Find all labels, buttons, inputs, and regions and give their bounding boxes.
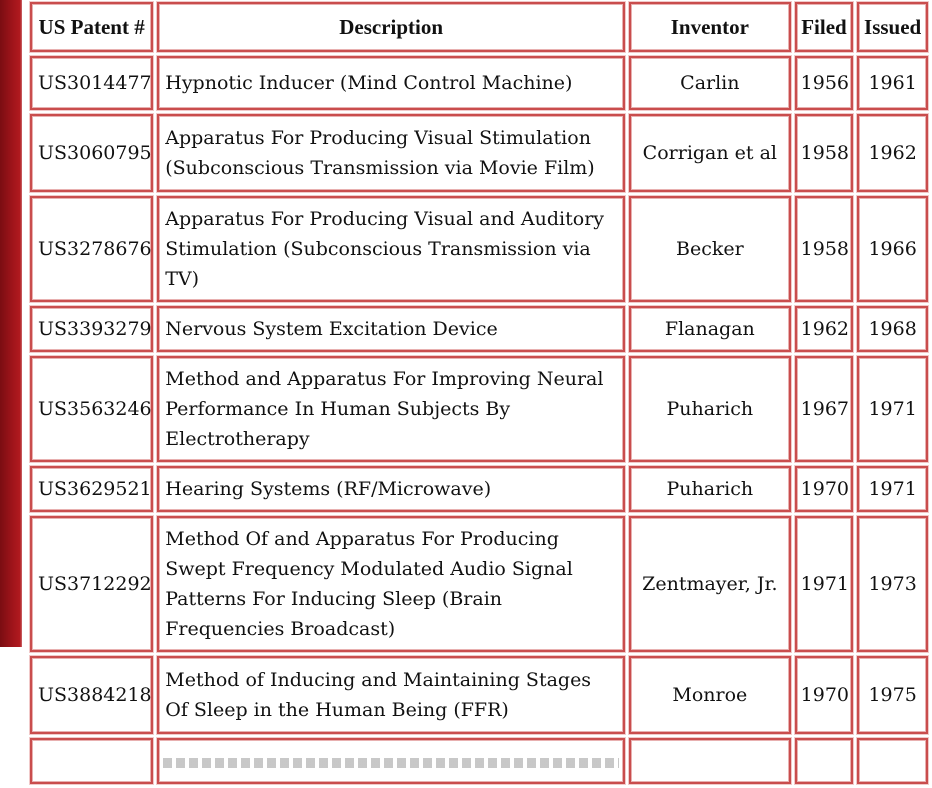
header-patent: US Patent #: [30, 2, 153, 52]
patent-description: Hypnotic Inducer (Mind Control Machine): [157, 56, 625, 110]
partial-cell: [629, 738, 791, 784]
left-border-strip: [0, 0, 22, 647]
patent-issued: 1971: [857, 466, 928, 512]
patent-inventor: Monroe: [629, 656, 791, 734]
patent-number: US3393279: [30, 306, 153, 352]
partial-cell: [30, 738, 153, 784]
patent-issued: 1961: [857, 56, 928, 110]
patent-number: US3884218: [30, 656, 153, 734]
patent-filed: 1956: [795, 56, 854, 110]
table-row: [30, 306, 928, 352]
patent-inventor: Puharich: [629, 356, 791, 462]
patent-table-container: [26, 0, 932, 788]
header-description: Description: [157, 2, 625, 52]
header-filed: Filed: [795, 2, 854, 52]
patent-issued: 1962: [857, 114, 928, 192]
table-row: [30, 516, 928, 652]
cut-off-text: [163, 758, 619, 768]
patent-filed: 1962: [795, 306, 854, 352]
patent-filed: 1971: [795, 516, 854, 652]
patent-inventor: Zentmayer, Jr.: [629, 516, 791, 652]
patent-table: [26, 0, 932, 788]
patent-inventor: Flanagan: [629, 306, 791, 352]
patent-description: Apparatus For Producing Visual Stimulation (Subconscious Transmission via Movie Film): [157, 114, 625, 192]
patent-inventor: Carlin: [629, 56, 791, 110]
patent-issued: 1975: [857, 656, 928, 734]
patent-filed: 1970: [795, 466, 854, 512]
patent-inventor: Corrigan et al: [629, 114, 791, 192]
patent-filed: 1958: [795, 196, 854, 302]
patent-number: US3278676: [30, 196, 153, 302]
patent-description: Hearing Systems (RF/Microwave): [157, 466, 625, 512]
patent-description: Apparatus For Producing Visual and Auditory Stimulation (Subconscious Transmission via TV): [157, 196, 625, 302]
patent-issued: 1966: [857, 196, 928, 302]
patent-number: US3060795: [30, 114, 153, 192]
table-row: [30, 656, 928, 734]
header-issued: Issued: [857, 2, 928, 52]
patent-description: Nervous System Excitation Device: [157, 306, 625, 352]
table-row: [30, 56, 928, 110]
header-inventor: Inventor: [629, 2, 791, 52]
table-row-partial: [30, 738, 928, 784]
table-row: [30, 114, 928, 192]
patent-filed: 1970: [795, 656, 854, 734]
header-row: [30, 2, 928, 52]
patent-issued: 1973: [857, 516, 928, 652]
partial-cell: [795, 738, 854, 784]
patent-issued: 1968: [857, 306, 928, 352]
patent-number: US3629521: [30, 466, 153, 512]
partial-cell: [157, 738, 625, 784]
patent-inventor: Becker: [629, 196, 791, 302]
patent-filed: 1958: [795, 114, 854, 192]
patent-description: Method of Inducing and Maintaining Stages Of Sleep in the Human Being (FFR): [157, 656, 625, 734]
patent-number: US3563246: [30, 356, 153, 462]
patent-issued: 1971: [857, 356, 928, 462]
partial-cell: [857, 738, 928, 784]
table-row: [30, 466, 928, 512]
table-row: [30, 196, 928, 302]
patent-description: Method and Apparatus For Improving Neural Performance In Human Subjects By Electrotherapy: [157, 356, 625, 462]
table-row: [30, 356, 928, 462]
patent-number: US3712292: [30, 516, 153, 652]
patent-inventor: Puharich: [629, 466, 791, 512]
patent-number: US3014477: [30, 56, 153, 110]
patent-filed: 1967: [795, 356, 854, 462]
patent-description: Method Of and Apparatus For Producing Swept Frequency Modulated Audio Signal Patterns For Inducing Sleep (Brain Frequencies Broadcast): [157, 516, 625, 652]
